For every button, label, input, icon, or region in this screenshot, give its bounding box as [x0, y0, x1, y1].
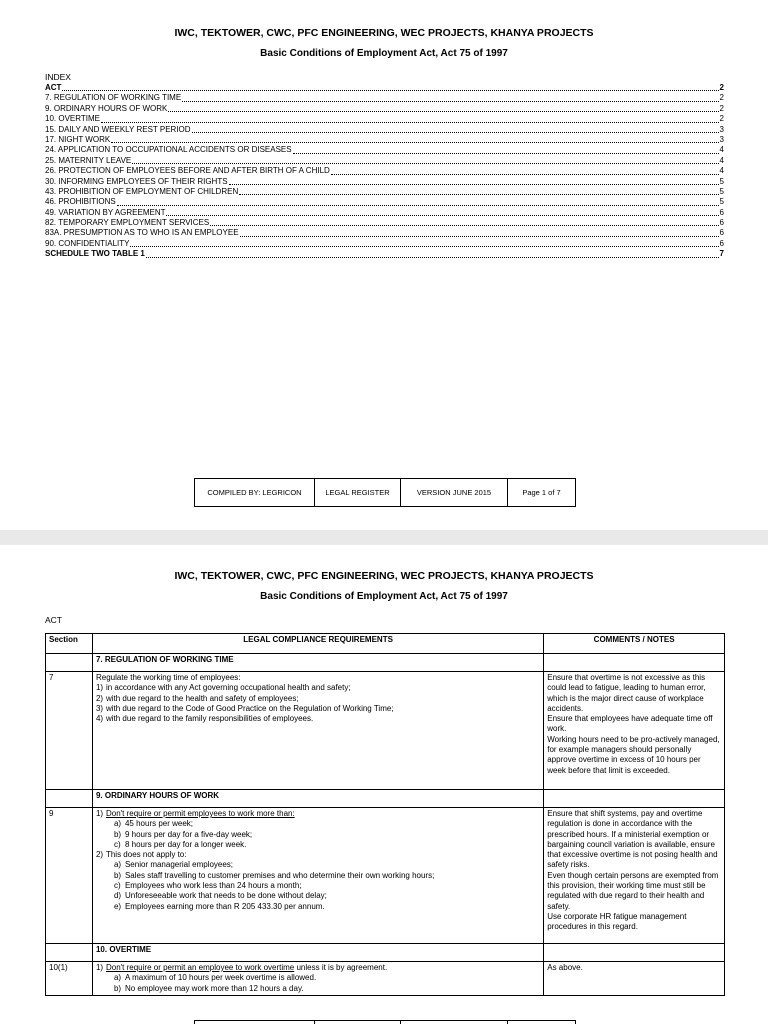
list-item: [96, 683, 540, 693]
requirement-list: [96, 963, 540, 994]
list-item-number: 3): [95, 703, 104, 713]
comment-cell: Ensure that overtime is not excessive as this could lead to fatigue, leading to human error, which is the major direct cause of workplace accidents. Ensure that employees have adequate time off work. Working hours need to be pro-actively managed, for example managers should personally approve overtime in excess of 10 hours per week before that limit is exceeded.: [544, 672, 725, 790]
toc-entry[interactable]: [45, 135, 724, 145]
page-separator: [0, 530, 768, 545]
toc-entry-page: 5: [719, 176, 724, 186]
toc-entry[interactable]: [45, 197, 724, 207]
table-row: [46, 962, 725, 996]
list-item: [114, 860, 540, 870]
list-item-text: Unforeseeable work that needs to be done without delay;: [124, 891, 327, 901]
list-item: [114, 830, 540, 840]
sub-list: [106, 973, 540, 994]
list-item: [114, 891, 540, 901]
section-heading-row: [46, 654, 725, 672]
toc-entry-page: 5: [719, 186, 724, 196]
toc-leader-dots: [62, 90, 718, 91]
list-item-number: d): [113, 891, 122, 901]
footer-page: Page 1 of 7: [522, 488, 561, 497]
toc-entry-title: ACT: [45, 82, 62, 92]
list-item-text: 8 hours per day for a longer week.: [124, 839, 247, 849]
list-item-text: 9 hours per day for a five-day week;: [124, 829, 253, 839]
section-heading: 9. ORDINARY HOURS OF WORK: [92, 790, 543, 808]
toc-entry-page: 6: [719, 207, 724, 217]
requirement-intro: Regulate the working time of employees:: [95, 673, 241, 682]
toc-leader-dots: [240, 236, 719, 237]
document-subtitle: Basic Conditions of Employment Act, Act 75 of 1997: [260, 48, 508, 59]
toc-entry[interactable]: [45, 239, 724, 249]
toc-entry-title: 15. DAILY AND WEEKLY REST PERIOD: [45, 124, 191, 134]
toc-entry-page: 6: [719, 238, 724, 248]
list-item-text: Employees earning more than R 205 433.30 per annum.: [124, 901, 325, 911]
toc-leader-dots: [239, 194, 718, 195]
toc-entry-title: SCHEDULE TWO TABLE 1: [45, 249, 145, 259]
toc-entry-page: 4: [719, 145, 724, 155]
section-heading: 7. REGULATION OF WORKING TIME: [92, 654, 543, 672]
toc-entry[interactable]: [45, 218, 724, 228]
toc-entry[interactable]: [45, 166, 724, 176]
toc-entry-title: 17. NIGHT WORK: [45, 134, 111, 144]
list-item: [114, 840, 540, 850]
list-item-text: in accordance with any Act governing occupational health and safety;: [105, 683, 351, 693]
document-subtitle: Basic Conditions of Employment Act, Act 75 of 1997: [260, 591, 508, 602]
list-item: [96, 714, 540, 724]
toc-entry[interactable]: [45, 156, 724, 166]
toc-leader-dots: [166, 215, 718, 216]
toc-entry-page: 6: [719, 218, 724, 228]
sub-list: [106, 819, 540, 850]
toc-entry-page: 4: [719, 166, 724, 176]
list-item-text: Sales staff travelling to customer premises and who determine their own working hours;: [124, 870, 435, 880]
toc-entry-title: 90. CONFIDENTIALITY: [45, 238, 130, 248]
sub-list: [106, 860, 540, 911]
toc-entry-page: 2: [719, 114, 724, 124]
list-item-number: c): [113, 839, 121, 849]
section-number: 9: [46, 808, 93, 944]
section-number: 10(1): [46, 962, 93, 996]
list-item-text: 45 hours per week;: [124, 819, 194, 829]
header-requirements: LEGAL COMPLIANCE REQUIREMENTS: [92, 634, 543, 654]
toc-entry[interactable]: [45, 208, 724, 218]
section-heading-row: [46, 790, 725, 808]
toc-leader-dots: [111, 142, 718, 143]
list-item: [96, 694, 540, 704]
toc-leader-dots: [331, 174, 719, 175]
toc-entry-title: 43. PROHIBITION OF EMPLOYMENT OF CHILDREN: [45, 186, 239, 196]
toc-entry-title: 25. MATERNITY LEAVE: [45, 155, 132, 165]
page-footer: [194, 1020, 576, 1024]
list-item-number: e): [113, 901, 122, 911]
toc-entry-page: 2: [719, 82, 724, 92]
toc-entry-page: 2: [719, 93, 724, 103]
list-item-number: 2): [95, 693, 104, 703]
list-item-number: b): [113, 829, 122, 839]
toc-entry[interactable]: [45, 177, 724, 187]
toc-entry-title: 49. VARIATION BY AGREEMENT: [45, 207, 166, 217]
document-title: IWC, TEKTOWER, CWC, PFC ENGINEERING, WEC PROJECTS, KHANYA PROJECTS: [174, 570, 594, 582]
toc-entry-page: 3: [719, 124, 724, 134]
toc-entry[interactable]: [45, 93, 724, 103]
toc-entry-page: 5: [719, 197, 724, 207]
requirement-list: [96, 809, 540, 912]
toc-entry[interactable]: [45, 104, 724, 114]
toc-leader-dots: [210, 225, 718, 226]
page-2: [0, 545, 768, 1024]
toc-entry[interactable]: [45, 228, 724, 238]
table-header-row: [46, 634, 725, 654]
table-row: [46, 672, 725, 790]
toc-entry-title: 10. OVERTIME: [45, 114, 100, 124]
toc-entry-page: 7: [719, 249, 724, 259]
act-label: ACT: [45, 615, 62, 625]
document-title: IWC, TEKTOWER, CWC, PFC ENGINEERING, WEC PROJECTS, KHANYA PROJECTS: [174, 27, 594, 39]
toc-entry[interactable]: [45, 83, 724, 93]
page-footer: [194, 478, 576, 507]
list-item: [114, 984, 540, 994]
toc-leader-dots: [101, 122, 719, 123]
toc-entry-title: 26. PROTECTION OF EMPLOYEES BEFORE AND AFTER BIRTH OF A CHILD: [45, 166, 330, 176]
toc-leader-dots: [130, 246, 718, 247]
toc-entry-title: 30. INFORMING EMPLOYEES OF THEIR RIGHTS: [45, 176, 228, 186]
toc-entry-page: 3: [719, 134, 724, 144]
toc-leader-dots: [229, 184, 719, 185]
toc-entry-title: 46. PROHIBITIONS: [45, 197, 116, 207]
toc-entry-page: 4: [719, 155, 724, 165]
section-heading-row: [46, 944, 725, 962]
list-item: [114, 973, 540, 983]
list-item-text: No employee may work more than 12 hours a day.: [124, 983, 304, 993]
toc-leader-dots: [117, 205, 719, 206]
list-item: [96, 704, 540, 714]
list-item-text: Senior managerial employees;: [124, 860, 234, 870]
requirement-cell: [92, 808, 543, 944]
requirement-cell: [92, 962, 543, 996]
comment-cell: As above.: [544, 962, 725, 996]
index-label: INDEX: [45, 72, 71, 82]
compliance-table: [45, 633, 725, 996]
section-heading: 10. OVERTIME: [92, 944, 543, 962]
toc-entry-title: 82. TEMPORARY EMPLOYMENT SERVICES: [45, 218, 210, 228]
list-item-number: 1): [95, 683, 104, 693]
list-item-text: with due regard to the Code of Good Practice on the Regulation of Working Time;: [105, 703, 394, 713]
list-item-number: b): [113, 870, 122, 880]
toc-entry-page: 2: [719, 103, 724, 113]
list-item: [114, 902, 540, 912]
list-item-text: with due regard to the family responsibilities of employees.: [105, 714, 314, 724]
list-item-number: a): [113, 860, 122, 870]
header-comments: COMMENTS / NOTES: [544, 634, 725, 654]
requirement-cell: [92, 672, 543, 790]
footer-register: LEGAL REGISTER: [315, 479, 401, 506]
footer-compiled-by: COMPILED BY: LEGRICON: [195, 479, 315, 506]
requirement-list: [96, 683, 540, 724]
list-item-text: Employees who work less than 24 hours a month;: [124, 881, 302, 891]
toc-leader-dots: [293, 153, 719, 154]
list-item-number: 4): [95, 714, 104, 724]
list-item: 2) This does not apply to: a) Senior managerial employees; b) Sales staff travelling to customer premises and who determine their own working hours; c) Employees who work less than 24 hours a month; d) Unforeseeable work that needs to be done without delay; e) Employees earning more than R 205 433.30 per annum.: [96, 850, 540, 912]
list-item: 1) Don't require or permit employees to work more than: a) 45 hours per week; b) 9 hours per day for a five-day week; c) 8 hours per day for a longer week.: [96, 809, 540, 850]
toc-leader-dots: [132, 163, 718, 164]
list-item-text: with due regard to the health and safety of employees;: [105, 693, 299, 703]
list-item-number: a): [113, 819, 122, 829]
list-item-number: b): [113, 983, 122, 993]
table-row: [46, 808, 725, 944]
footer-version: VERSION JUNE 2015: [401, 479, 508, 506]
toc-entry[interactable]: [45, 249, 724, 259]
toc-leader-dots: [182, 101, 718, 102]
toc-entry-title: 9. ORDINARY HOURS OF WORK: [45, 103, 168, 113]
list-item: [114, 819, 540, 829]
toc-entry-title: 7. REGULATION OF WORKING TIME: [45, 93, 182, 103]
list-item-number: c): [113, 881, 121, 891]
list-item: [114, 881, 540, 891]
toc-entry-title: 83A. PRESUMPTION AS TO WHO IS AN EMPLOYEE: [45, 228, 239, 238]
toc-entry-page: 6: [719, 228, 724, 238]
header-section: Section: [46, 634, 93, 654]
toc-leader-dots: [192, 132, 719, 133]
toc-entry[interactable]: [45, 187, 724, 197]
list-item: [114, 871, 540, 881]
list-item-text: A maximum of 10 hours per week overtime is allowed.: [124, 973, 317, 983]
list-item: 1) Don't require or permit an employee to work overtime unless it is by agreement. a) A maximum of 10 hours per week overtime is allowed. b) No employee may work more than 12 hours a day.: [96, 963, 540, 994]
toc-leader-dots: [146, 257, 719, 258]
toc-entry-title: 24. APPLICATION TO OCCUPATIONAL ACCIDENTS OR DISEASES: [45, 145, 292, 155]
toc-entry[interactable]: [45, 114, 724, 124]
toc-entry[interactable]: [45, 145, 724, 155]
section-number: 7: [46, 672, 93, 790]
toc-entry[interactable]: [45, 125, 724, 135]
comment-cell: Ensure that shift systems, pay and overtime regulation is done in accordance with the prescribed hours. If a ministerial exemption or bargaining council variation is available, ensure that excessive overtime is not posing health and safety risks. Even though certain persons are exempted from this provision, their working time must still be regulated with due regard to their health and safety. Use corporate HR fatigue management procedures in this regard.: [544, 808, 725, 944]
table-of-contents: [45, 83, 724, 260]
toc-leader-dots: [168, 111, 718, 112]
list-item-number: a): [113, 973, 122, 983]
